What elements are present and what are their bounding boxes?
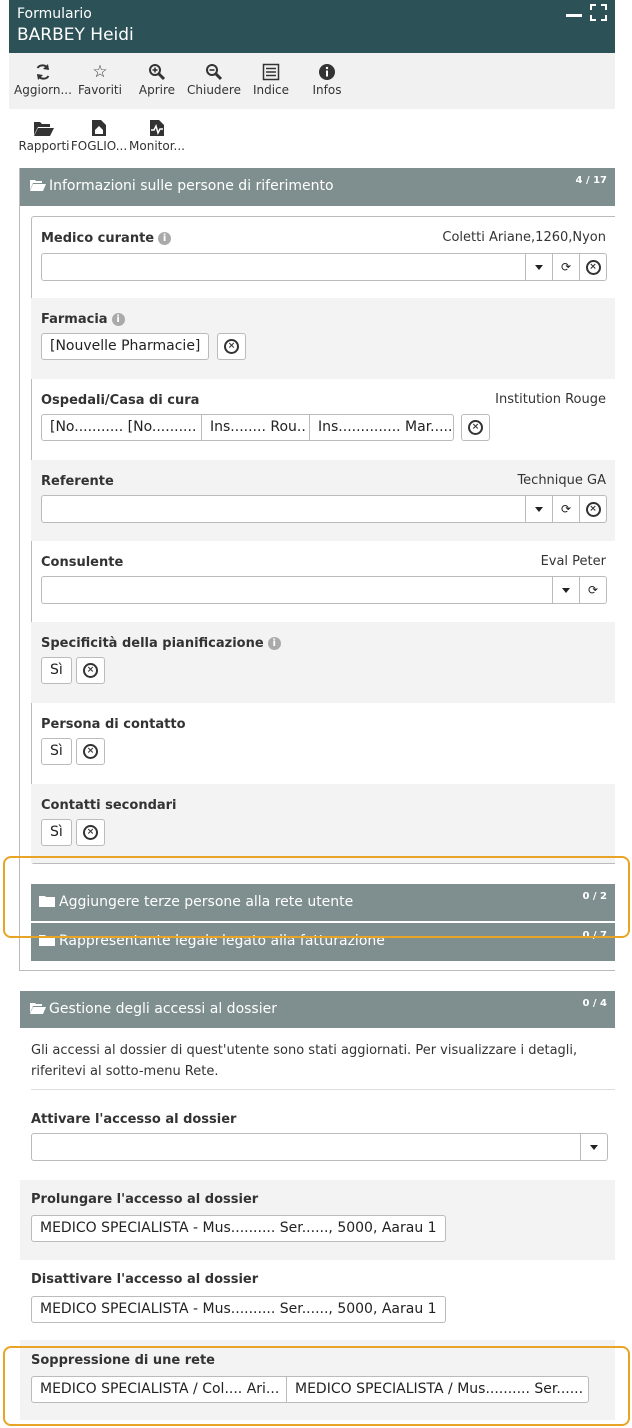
field-prolungare [20, 1180, 615, 1260]
farmacia-chip[interactable]: [Nouvelle Pharmacie] [41, 333, 209, 360]
chevron-down-icon[interactable] [525, 254, 552, 280]
update-message: Gli accessi al dossier di quest'utente sono stati aggiornati. Per visualizzare i detagli, riferitevi al sotto-menu Rete. [31, 1043, 578, 1079]
reports-button[interactable] [14, 117, 74, 153]
section2-header[interactable] [20, 991, 615, 1028]
ospedali-chip-2[interactable]: Ins........ Rou.. [201, 414, 310, 441]
refresh-icon[interactable]: ⟳ [579, 577, 606, 603]
field-contatti-secondari [31, 784, 615, 863]
section1-header[interactable] [20, 168, 615, 206]
clear-icon[interactable]: × [579, 496, 606, 522]
field-referente [31, 460, 615, 541]
field-persona-contatto [31, 703, 615, 784]
infos-label: Infos [312, 83, 342, 97]
specificita-label: Specificità della pianificazione i [41, 636, 281, 651]
field-consulente [31, 541, 615, 622]
consulente-label: Consulente [41, 555, 124, 570]
clear-button[interactable] [76, 819, 105, 846]
ospedali-label: Ospedali/Casa di cura [41, 393, 200, 408]
info-icon[interactable]: i [158, 232, 171, 245]
window-title: Formulario [17, 6, 92, 22]
chevron-down-icon[interactable] [525, 496, 552, 522]
sheet-label: FOGLIO... [70, 139, 128, 153]
section1-count: 4 / 17 [575, 175, 607, 186]
attivare-label: Attivare l'accesso al dossier [31, 1112, 237, 1127]
folder-open-icon [14, 117, 74, 139]
window-header [9, 0, 615, 53]
secondari-chip[interactable]: Sì [41, 819, 72, 846]
chevron-down-icon[interactable] [580, 1134, 607, 1160]
subsection-rappresentante-title: Rappresentante legale legato alla fatturazione [59, 933, 385, 949]
farmacia-label: Farmacia i [41, 312, 125, 327]
chevron-down-icon[interactable] [552, 577, 579, 603]
field-farmacia [31, 298, 615, 379]
referente-label: Referente [41, 474, 114, 489]
secondari-label: Contatti secondari [41, 798, 177, 813]
field-medico-curante [31, 217, 615, 298]
subsection-rappresentante-count: 0 / 7 [582, 930, 607, 941]
zoom-out-icon [184, 61, 244, 83]
close-label: Chiudere [187, 83, 241, 97]
clear-button[interactable] [76, 657, 105, 684]
favorites-button[interactable] [70, 61, 130, 97]
contatto-chip[interactable]: Sì [41, 738, 72, 765]
sheet-button[interactable] [69, 117, 129, 153]
subsection-terze-title: Aggiungere terze persone alla rete utente [59, 894, 354, 910]
folder-open-icon [30, 179, 46, 191]
consulente-select[interactable] [41, 576, 607, 604]
clear-icon: × [224, 339, 239, 354]
file-home-icon [69, 117, 129, 139]
clear-icon: × [83, 663, 98, 678]
list-icon [241, 61, 301, 83]
clear-button[interactable] [461, 414, 490, 441]
refresh-icon [13, 61, 73, 83]
clear-icon: × [468, 420, 483, 435]
close-button[interactable] [184, 61, 244, 97]
refresh-icon[interactable]: ⟳ [552, 254, 579, 280]
toolbar-secondary [9, 109, 615, 167]
soppressione-label: Soppressione di une rete [31, 1353, 215, 1368]
medico-label: Medico curante i [41, 231, 171, 246]
referente-value: Technique GA [517, 473, 606, 488]
zoom-in-icon [127, 61, 187, 83]
highlight-box [3, 1346, 630, 1426]
disattivare-chip[interactable]: MEDICO SPECIALISTA - Mus.......... Ser......, 5000, Aarau 1 [31, 1296, 446, 1323]
refresh-label: Aggiorn... [14, 83, 72, 97]
patient-name: BARBEY Heidi [17, 25, 134, 45]
highlight-box [3, 856, 630, 938]
consulente-value: Eval Peter [540, 554, 606, 569]
contatto-label: Persona di contatto [41, 717, 186, 732]
soppressione-chip-1[interactable]: MEDICO SPECIALISTA / Col.... Ari... [31, 1376, 288, 1403]
prolungare-chip[interactable]: MEDICO SPECIALISTA - Mus.......... Ser......, 5000, Aarau 1 [31, 1215, 446, 1242]
toolbar-primary [9, 53, 615, 109]
folder-open-icon [30, 1002, 46, 1014]
minimize-icon[interactable] [566, 14, 582, 17]
attivare-select[interactable] [31, 1133, 608, 1161]
subsection-terze-count: 0 / 2 [582, 891, 607, 902]
index-label: Indice [252, 83, 290, 97]
refresh-button[interactable] [13, 61, 73, 97]
referente-select[interactable] [41, 495, 607, 523]
info-icon [297, 61, 357, 83]
open-button[interactable] [127, 61, 187, 97]
field-disattivare [20, 1260, 615, 1340]
disattivare-label: Disattivare l'accesso al dossier [31, 1272, 259, 1287]
section2-count: 0 / 4 [582, 998, 607, 1009]
index-button[interactable] [241, 61, 301, 97]
ospedali-chip-1[interactable]: [No........... [No.......... [41, 414, 202, 441]
monitor-button[interactable] [127, 117, 187, 153]
clear-button[interactable] [76, 738, 105, 765]
ospedali-value: Institution Rouge [495, 392, 606, 407]
monitor-file-icon [127, 117, 187, 139]
section2-title: Gestione degli accessi al dossier [49, 1001, 277, 1017]
refresh-icon[interactable]: ⟳ [552, 496, 579, 522]
section1-title: Informazioni sulle persone di riferimento [49, 178, 334, 194]
clear-icon[interactable]: × [579, 254, 606, 280]
specificita-chip[interactable]: Sì [41, 657, 72, 684]
medico-value: Coletti Ariane,1260,Nyon [442, 230, 606, 245]
soppressione-chip-2[interactable]: MEDICO SPECIALISTA / Mus.......... Ser...... [286, 1376, 589, 1403]
monitor-label: Monitor... [129, 139, 185, 153]
star-icon: ☆ [92, 62, 108, 82]
infos-button[interactable] [297, 61, 357, 97]
favorites-label: Favoriti [78, 83, 122, 97]
field-ospedali [31, 379, 615, 460]
info-icon[interactable]: i [112, 313, 125, 326]
medico-select[interactable] [41, 253, 607, 281]
clear-icon: × [83, 825, 98, 840]
info-icon[interactable]: i [268, 637, 281, 650]
divider [31, 1089, 615, 1090]
clear-button[interactable] [217, 333, 246, 360]
fullscreen-icon[interactable] [590, 4, 607, 21]
reports-label: Rapporti [18, 139, 70, 153]
field-specificita [31, 622, 615, 703]
field-attivare [20, 1100, 615, 1180]
ospedali-chip-3[interactable]: Ins.............. Mar..... [309, 414, 454, 441]
clear-icon: × [83, 744, 98, 759]
prolungare-label: Prolungare l'accesso al dossier [31, 1192, 259, 1207]
open-label: Aprire [138, 83, 176, 97]
